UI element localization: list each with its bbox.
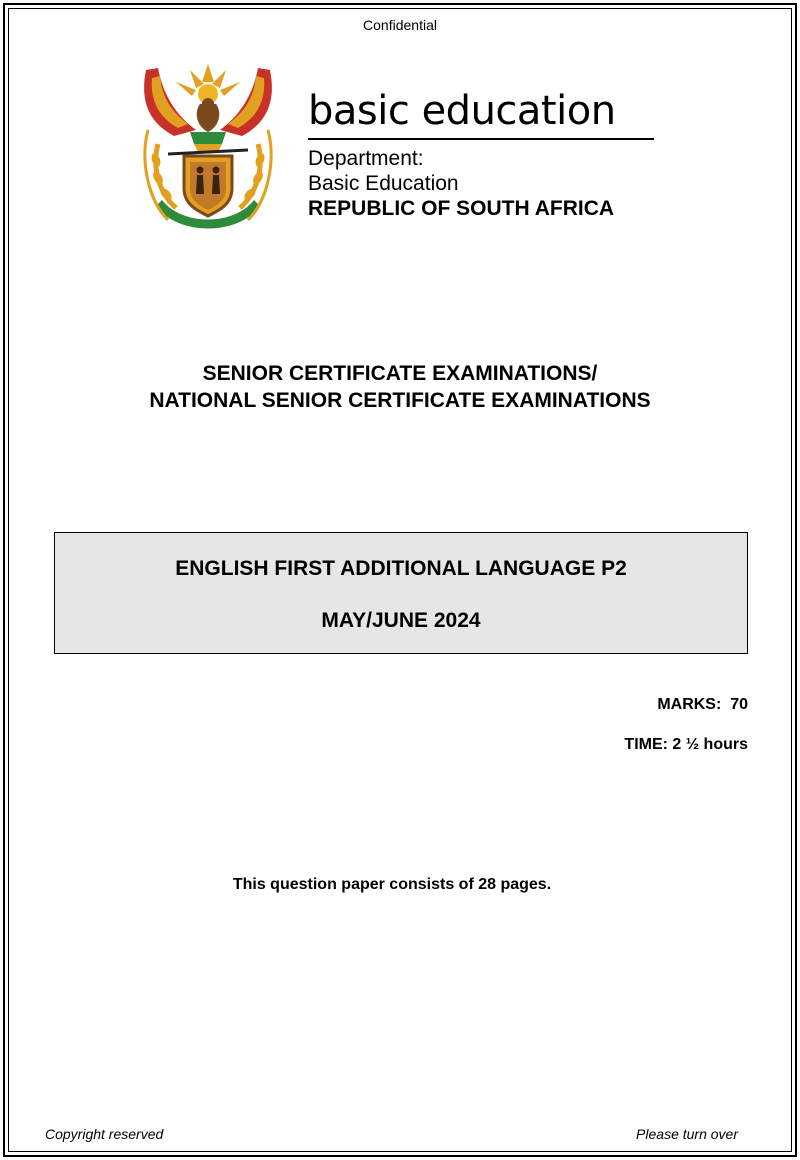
- brand-rule: [308, 138, 654, 140]
- exam-heading-line2: NATIONAL SENIOR CERTIFICATE EXAMINATIONS: [149, 389, 651, 412]
- marks-label: MARKS: 70: [657, 696, 748, 713]
- confidential-label: Confidential: [363, 17, 437, 33]
- exam-heading: [0, 360, 800, 414]
- department-block: [308, 88, 668, 222]
- page-count-note: This question paper consists of 28 pages.: [232, 876, 552, 893]
- time-label: TIME: 2 ½ hours: [624, 736, 748, 753]
- exam-heading-line1: SENIOR CERTIFICATE EXAMINATIONS/: [202, 362, 598, 385]
- brand-wordmark: basic education: [308, 88, 616, 134]
- subject-title: ENGLISH FIRST ADDITIONAL LANGUAGE P2: [175, 557, 627, 580]
- department-label: Department:: [308, 147, 424, 170]
- subject-box: [54, 532, 748, 654]
- turn-over-footer: Please turn over: [636, 1126, 738, 1142]
- coat-of-arms-icon: [138, 60, 278, 236]
- exam-session: MAY/JUNE 2024: [321, 609, 481, 632]
- copyright-footer: Copyright reserved: [45, 1126, 164, 1142]
- country-name: REPUBLIC OF SOUTH AFRICA: [308, 197, 615, 220]
- department-name: Basic Education: [308, 172, 459, 195]
